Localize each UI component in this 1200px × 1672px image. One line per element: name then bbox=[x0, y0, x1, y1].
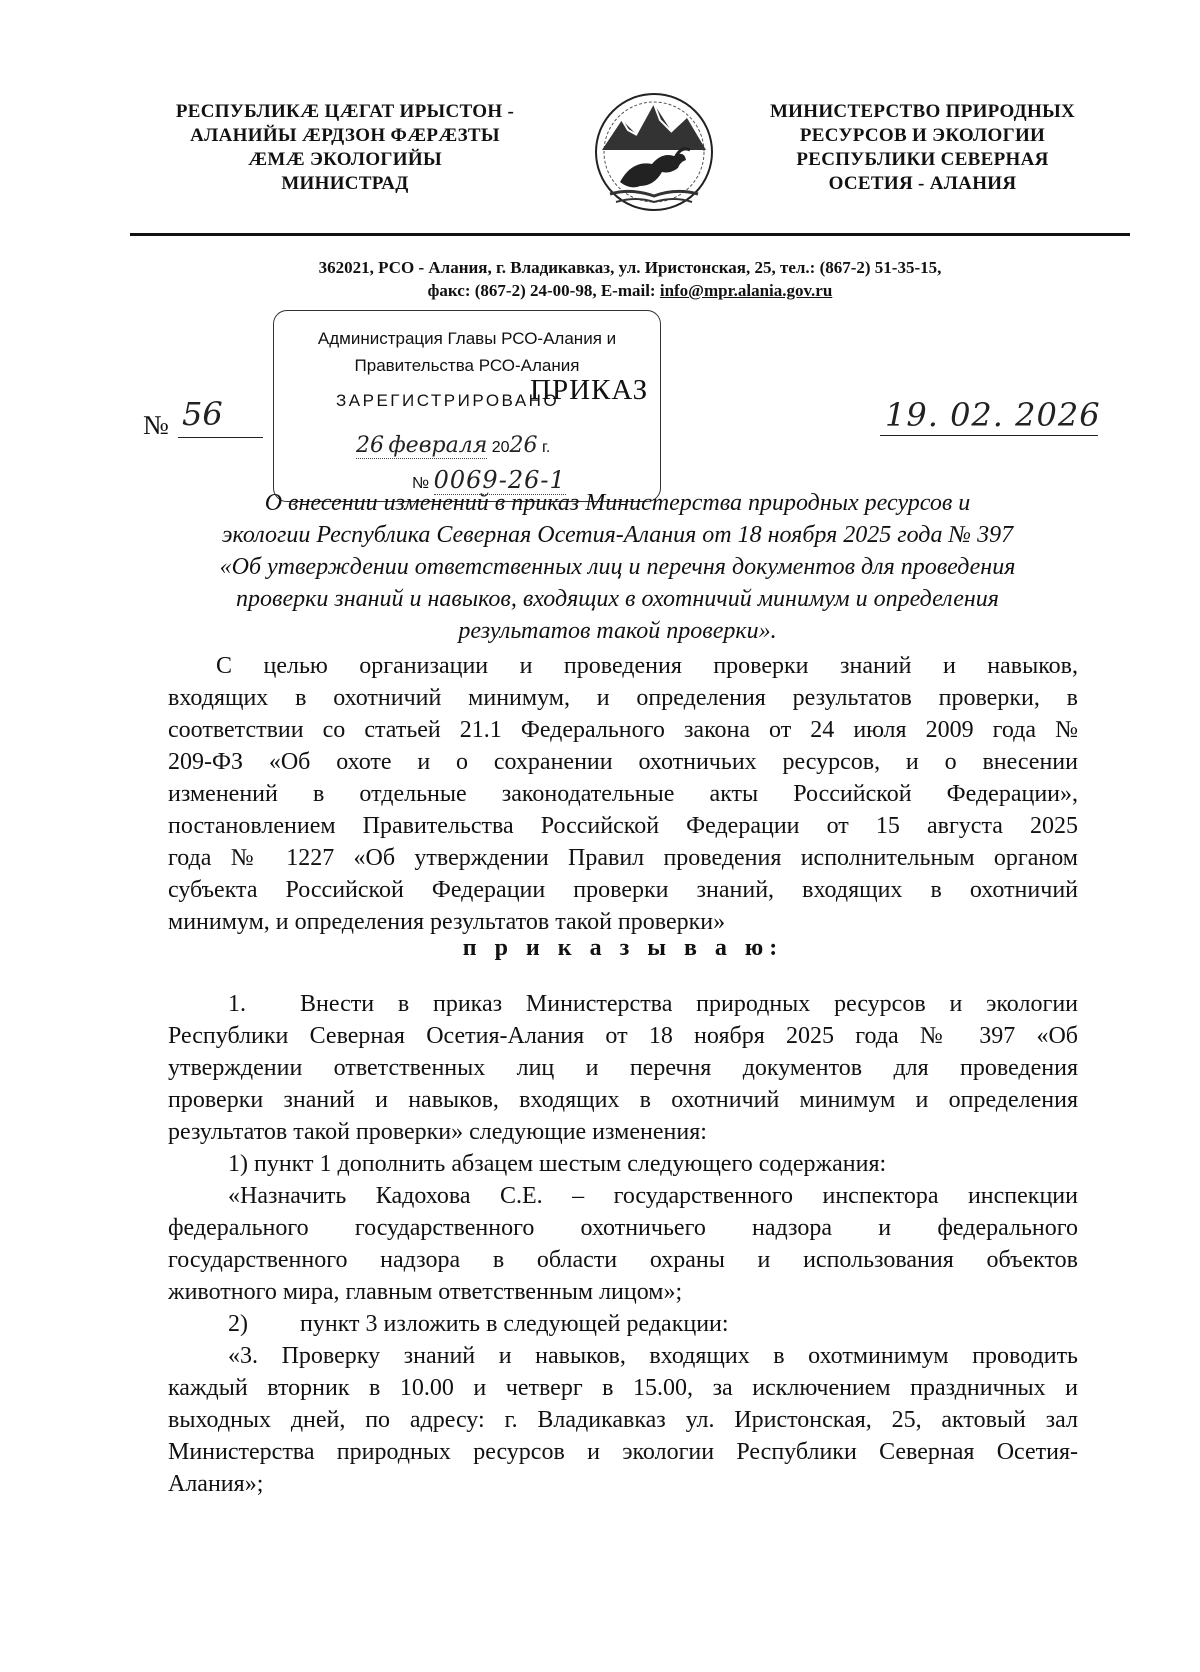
title-line: О внесении изменений в приказ Министерства природных ресурсов и bbox=[264, 490, 971, 516]
header-divider bbox=[130, 233, 1130, 236]
header-left-ossetian bbox=[130, 100, 560, 196]
text-line: Алания»; bbox=[168, 1471, 264, 1497]
text-line: 209-ФЗ «Об охоте и о сохранении охотничьих ресурсов, и о внесении bbox=[168, 749, 1078, 775]
header-right-line: РЕСПУБЛИКИ СЕВЕРНАЯ bbox=[796, 149, 1049, 170]
text-line: выходных дней, по адресу: г. Владикавказ ул. Иристонская, 25, актовый зал bbox=[168, 1407, 1078, 1433]
subitem-2-text: пункт 3 изложить в следующей редакции: bbox=[300, 1311, 729, 1337]
email-link[interactable]: info@mpr.alania.gov.ru bbox=[659, 281, 833, 300]
doc-number-underline bbox=[178, 437, 263, 438]
text-line: результатов такой проверки» следующие изменения: bbox=[168, 1119, 707, 1145]
subitem-2 bbox=[168, 1308, 1078, 1340]
quote-2 bbox=[168, 1340, 1078, 1500]
text-line: соответствии со статьей 21.1 Федерального закона от 24 июля 2009 года № bbox=[168, 717, 1078, 743]
document-type: ПРИКАЗ bbox=[530, 374, 649, 406]
preamble-paragraph bbox=[168, 650, 1078, 938]
text-line: изменений в отдельные законодательные акты Российской Федерации», bbox=[168, 781, 1078, 807]
item-1-first-line: Внести в приказ Министерства природных ресурсов и экологии bbox=[300, 991, 1078, 1017]
item-1 bbox=[168, 988, 1078, 1180]
subitem-1: 1) пункт 1 дополнить абзацем шестым следующего содержания: bbox=[228, 1151, 887, 1177]
subitem-2-number: 2) bbox=[228, 1311, 248, 1337]
document-title bbox=[160, 487, 1075, 647]
header-right-russian bbox=[725, 100, 1120, 196]
address-line: 362021, РСО - Алания, г. Владикавказ, ул. Иристонская, 25, тел.: (867-2) 51-35-15, bbox=[318, 258, 942, 277]
text-line: проверки знаний и навыков, входящих в охотничий минимум и определения bbox=[168, 1087, 1078, 1113]
item-1-number: 1. bbox=[228, 991, 246, 1017]
title-line: результатов такой проверки». bbox=[458, 618, 777, 644]
header-right-line: РЕСУРСОВ И ЭКОЛОГИИ bbox=[799, 125, 1046, 146]
fax-text: факс: (867-2) 24-00-98, E-mail: bbox=[427, 281, 660, 300]
text-line: С целью организации и проведения проверки знаний и навыков, bbox=[216, 653, 1078, 679]
stamp-org-line: Администрация Главы РСО-Алания и bbox=[317, 329, 617, 348]
stamp-number-sign: № bbox=[412, 475, 430, 492]
doc-date: 19. 02. 2026 bbox=[885, 396, 1101, 434]
order-word: п р и к а з ы в а ю: bbox=[462, 935, 784, 961]
doc-number-sign: № bbox=[143, 410, 169, 440]
text-line: утверждении ответственных лиц и перечня документов для проведения bbox=[168, 1055, 1078, 1081]
text-line: государственного надзора в области охраны и использования объектов bbox=[168, 1247, 1078, 1273]
stamp-year-suffix: 26 bbox=[509, 433, 538, 458]
stamp-month: февраля bbox=[388, 433, 488, 458]
text-line: входящих в охотничий минимум, и определения результатов проверки, в bbox=[168, 685, 1078, 711]
quote-1 bbox=[168, 1180, 1078, 1340]
text-line: субъекта Российской Федерации проверки знаний, входящих в охотничий bbox=[168, 877, 1078, 903]
title-line: «Об утверждении ответственных лиц и перечня документов для проведения bbox=[219, 554, 1016, 580]
text-line: постановлением Правительства Российской Федерации от 15 августа 2025 bbox=[168, 813, 1078, 839]
text-line: «Назначить Кадохова С.Е. – государственного инспектора инспекции bbox=[228, 1183, 1078, 1209]
text-line: минимум, и определения результатов такой проверки» bbox=[168, 909, 726, 935]
header-left-line: МИНИСТРАД bbox=[281, 173, 409, 194]
text-line: животного мира, главным ответственным лицом»; bbox=[168, 1279, 683, 1305]
text-line bbox=[168, 988, 1078, 1020]
stamp-number-value: 0069-26-1 bbox=[433, 466, 566, 494]
text-line: федерального государственного охотничьего надзора и федерального bbox=[168, 1215, 1078, 1241]
stamp-date bbox=[356, 433, 550, 459]
header-left-line: АЛАНИЙЫ ÆРДЗОН ФÆРÆЗТЫ bbox=[190, 125, 500, 146]
stamp-registered-label: ЗАРЕГИСТРИРОВАНО bbox=[336, 391, 560, 410]
text-line: Министерства природных ресурсов и экологии Республики Северная Осетия- bbox=[168, 1439, 1078, 1465]
text-line: каждый вторник в 10.00 и четверг в 15.00, за исключением праздничных и bbox=[168, 1375, 1078, 1401]
header-left-line: РЕСПУБЛИКÆ ЦÆГАТ ИРЫСТОН - bbox=[175, 101, 515, 122]
text-line: Республики Северная Осетия-Алания от 18 ноября 2025 года № 397 «Об bbox=[168, 1023, 1078, 1049]
doc-number: 56 bbox=[182, 395, 223, 433]
title-line: экологии Республика Северная Осетия-Алания от 18 ноября 2025 года № 397 bbox=[221, 522, 1014, 548]
stamp-year-prefix: 20 bbox=[491, 439, 510, 456]
doc-date-underline bbox=[880, 435, 1098, 436]
header-right-line: ОСЕТИЯ - АЛАНИЯ bbox=[828, 173, 1017, 194]
header-right-line: МИНИСТЕРСТВО ПРИРОДНЫХ bbox=[769, 101, 1076, 122]
address-block bbox=[130, 256, 1130, 302]
header-left-line: ÆМÆ ЭКОЛОГИЙЫ bbox=[248, 149, 442, 170]
stamp-year-mark: г. bbox=[541, 439, 551, 456]
text-line: года № 1227 «Об утверждении Правил проведения исполнительным органом bbox=[168, 845, 1078, 871]
stamp-day: 26 bbox=[356, 433, 384, 458]
stamp-org-line: Правительства РСО-Алания bbox=[354, 356, 580, 375]
stamp-organization bbox=[274, 325, 660, 379]
title-line: проверки знаний и навыков, входящих в охотничий минимум и определения bbox=[236, 586, 999, 612]
coat-of-arms-emblem bbox=[592, 90, 716, 214]
text-line: «3. Проверку знаний и навыков, входящих в охотминимум проводить bbox=[228, 1343, 1078, 1369]
address-line-2 bbox=[130, 279, 1130, 302]
